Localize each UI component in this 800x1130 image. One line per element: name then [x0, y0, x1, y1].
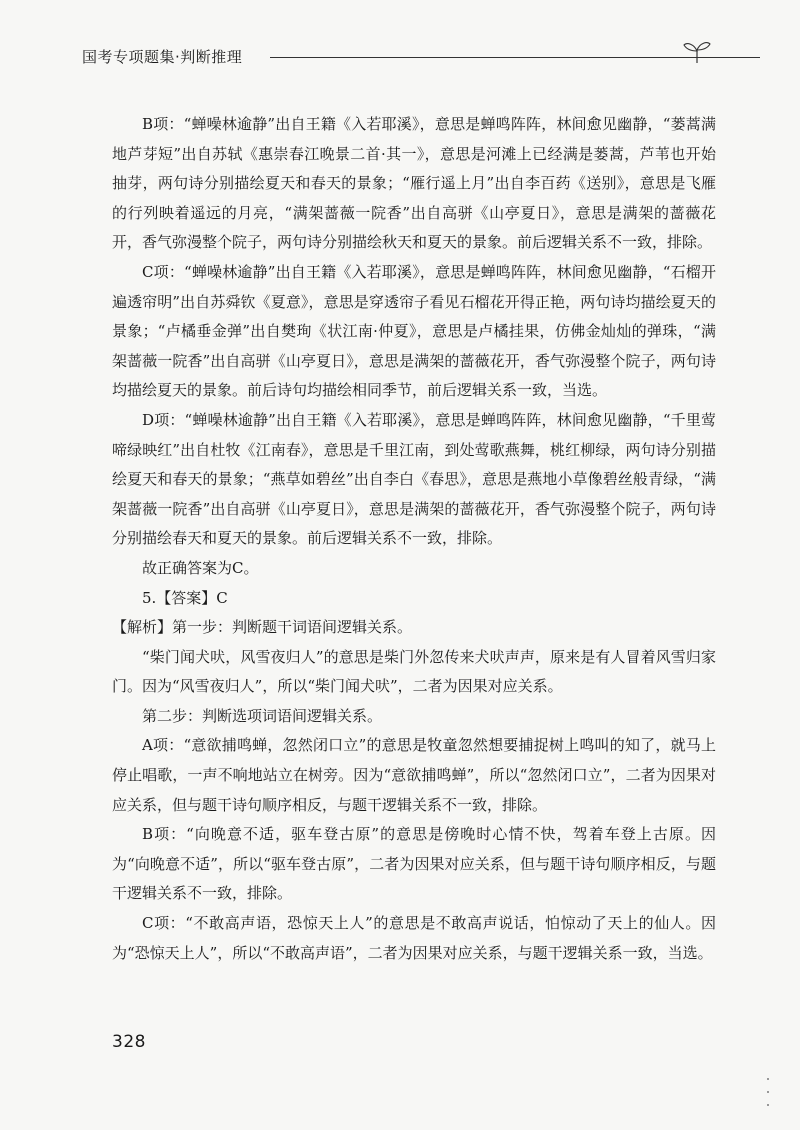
page-content [112, 110, 716, 968]
running-header [82, 44, 722, 74]
paragraph: A项：“意欲捕鸣蝉，忽然闭口立”的意思是牧童忽然想要捕捉树上鸣叫的知了，就马上停止唱歌，一声不响地站立在树旁。因为“意欲捕鸣蝉”，所以“忽然闭口立”，二者为因果对应关系，但与题干诗句顺序相反，与题干逻辑关系不一致，排除。 [112, 736, 716, 814]
scan-edge-marks [764, 1078, 772, 1118]
paragraph: B项：“向晚意不适，驱车登古原”的意思是傍晚时心情不快，驾着车登上古原。因为“向晚意不适”，所以“驱车登古原”，二者为因果对应关系，但与题干诗句顺序相反，与题干逻辑关系不一致，排除。 [112, 825, 716, 903]
paragraph: C项：“不敢高声语，恐惊天上人”的意思是不敢高声说话，怕惊动了天上的仙人。因为“恐惊天上人”，所以“不敢高声语”，二者为因果对应关系，与题干逻辑关系一致，当选。 [112, 914, 716, 962]
paragraph: B项：“蝉噪林逾静”出自王籍《入若耶溪》，意思是蝉鸣阵阵，林间愈见幽静，“蒌蒿满地芦芽短”出自苏轼《惠崇春江晚景二首·其一》，意思是河滩上已经满是蒌蒿，芦苇也开始抽芽，两句诗分别描绘夏天和春天的景象；“雁行遥上月”出自李百药《送别》，意思是飞雁的行列映着遥远的月亮，“满架蔷薇一院香”出自高骈《山亭夏日》，意思是满架的蔷薇花开，香气弥漫整个院子，两句诗分别描绘秋天和夏天的景象。前后逻辑关系不一致，排除。 [112, 115, 716, 252]
paragraph: 【解析】第一步：判断题干词语间逻辑关系。 [112, 618, 413, 637]
sprout-icon [682, 38, 712, 64]
paragraph: 第二步：判断选项词语间逻辑关系。 [142, 706, 383, 725]
header-title: 国考专项题集·判断推理 [82, 48, 243, 66]
paragraph: 5.【答案】C [142, 588, 228, 607]
page-number: 328 [112, 1032, 146, 1052]
paragraph: 故正确答案为C。 [142, 558, 259, 577]
paragraph: D项：“蝉噪林逾静”出自王籍《入若耶溪》，意思是蝉鸣阵阵，林间愈见幽静，“千里莺啼绿映红”出自杜牧《江南春》，意思是千里江南，到处莺歌燕舞，桃红柳绿，两句诗分别描绘夏天和春天的景象；“燕草如碧丝”出自李白《春思》，意思是燕地小草像碧丝般青绿，“满架蔷薇一院香”出自高骈《山亭夏日》，意思是满架的蔷薇花开，香气弥漫整个院子，两句诗分别描绘春天和夏天的景象。前后逻辑关系不一致，排除。 [112, 410, 716, 548]
paragraph: C项：“蝉噪林逾静”出自王籍《入若耶溪》，意思是蝉鸣阵阵，林间愈见幽静，“石榴开遍透帘明”出自苏舜钦《夏意》，意思是穿透帘子看见石榴花开得正艳，两句诗均描绘夏天的景象；“卢橘垂金弹”出自樊珣《状江南·仲夏》，意思是卢橘挂果，仿佛金灿灿的弹珠，“满架蔷薇一院香”出自高骈《山亭夏日》，意思是满架的蔷薇花开，香气弥漫整个院子，两句诗均描绘夏天的景象。前后诗句均描绘相同季节，前后逻辑关系一致，当选。 [112, 262, 716, 400]
paragraph: “柴门闻犬吠，风雪夜归人”的意思是柴门外忽传来犬吠声声，原来是有人冒着风雪归家门。因为“风雪夜归人”，所以“柴门闻犬吠”，二者为因果对应关系。 [112, 647, 716, 696]
